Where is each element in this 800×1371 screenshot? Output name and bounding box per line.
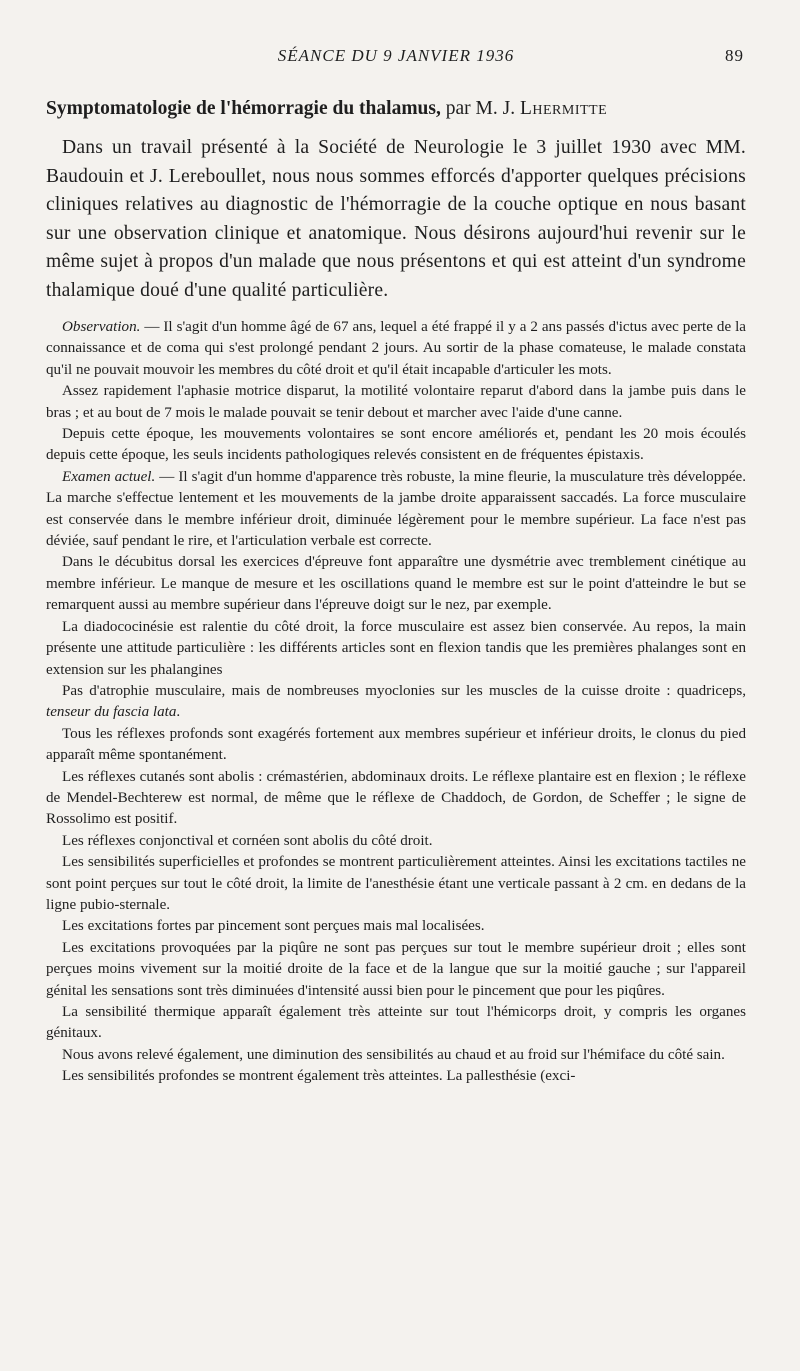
body-paragraph: Depuis cette époque, les mouvements volontaires se sont encore améliorés et, pendant les 20 mois écoulés depuis cette époque, les seuls incidents pathologiques relevés consistent en de fréquentes épistaxis.: [46, 426, 746, 464]
article-body: [46, 317, 746, 1088]
running-header: [46, 40, 746, 70]
body-paragraph: Les excitations provoquées par la piqûre ne sont pas perçues sur tout le membre supérieur droit ; elles sont perçues moins vivement sur la moitié droite de la face et de la langue que sur la moitié gauche ; sur l'appareil génital les sensations sont très diminuées d'intensité aussi bien pour le pincement que pour les piqûres.: [46, 939, 746, 999]
body-paragraph: Nous avons relevé également, une diminution des sensibilités au chaud et au froid sur l'hémiface du côté sain.: [62, 1046, 725, 1063]
italic-term: tenseur du fascia lata: [46, 704, 177, 721]
intro-text: Dans un travail présenté à la Société de Neurologie le 3 juillet 1930 avec MM. Baudouin et J. Lereboullet, nous nous sommes efforcés d'apporter quelques précisions cliniques relatives au diagnostic de l'hémorragie de la couche optique en nous basant sur une observation clinique et anatomique. Nous désirons aujourd'hui revenir sur le même sujet à propos d'un malade que nous présentons et qui est atteint d'un syndrome thalamique doué d'une qualité particulière.: [46, 137, 746, 301]
author-prefix: par M. J.: [445, 98, 516, 119]
document-page: [46, 40, 746, 1088]
body-paragraph: Les excitations fortes par pincement sont perçues mais mal localisées.: [62, 918, 485, 935]
body-paragraph: Les réflexes cutanés sont abolis : crémastérien, abdominaux droits. Le réflexe plantaire est en flexion ; le réflexe de Mendel-Bechterew est normal, de même que le réflexe de Chaddoch, de Gordon, de Scheffer ; le signe de Rossolimo est positif.: [46, 768, 746, 828]
paragraph-text: Pas d'atrophie musculaire, mais de nombreuses myoclonies sur les muscles de la cuisse droite : quadriceps,: [62, 682, 746, 699]
body-paragraph: Tous les réflexes profonds sont exagérés fortement aux membres supérieur et inférieur droits, le clonus du pied apparaît même spontanément.: [46, 725, 746, 764]
paragraph-text: — Il s'agit d'un homme âgé de 67 ans, lequel a été frappé il y a 2 ans passés d'ictus avec perte de la connaissance et de coma qui s'est prolongé pendant 2 jours. Au sortir de la phase comateuse, le malade constata qu'il ne pouvait mouvoir les membres du côté droit et qu'il était incapable d'articuler les mots.: [46, 319, 746, 378]
body-paragraph: Dans le décubitus dorsal les exercices d'épreuve font apparaître une dysmétrie avec tremblement cinétique au membre inférieur. Le manque de mesure et les oscillations quand le membre est sur le point d'atteindre le but se remarquent aussi au membre supérieur dans l'épreuve doigt sur le nez, par exemple.: [46, 554, 746, 614]
section-lead: Observation.: [62, 319, 141, 335]
running-title: SÉANCE DU 9 JANVIER 1936: [277, 46, 515, 65]
body-paragraph: [46, 467, 746, 553]
body-paragraph: Les sensibilités superficielles et profondes se montrent particulièrement atteintes. Ainsi les excitations tactiles ne sont point perçues sur tout le côté droit, la limite de l'anesthésie étant une verticale passant à 2 cm. en dedans de la ligne pubio-sternale.: [46, 854, 746, 913]
intro-paragraph: [46, 134, 746, 305]
body-paragraph: [46, 317, 746, 381]
body-paragraph: Les sensibilités profondes se montrent également très atteintes. La pallesthésie (exci-: [62, 1068, 576, 1085]
body-paragraph: La diadococinésie est ralentie du côté droit, la force musculaire est assez bien conservée. Au repos, la main présente une attitude particulière : les différents articles sont en flexion tandis que les premières phalanges sont en extension sur les phalangines: [46, 618, 746, 678]
article-title: [46, 96, 746, 122]
paragraph-text: — Il s'agit d'un homme d'apparence très robuste, la mine fleurie, la musculature très développée. La marche s'effectue lentement et les mouvements de la jambe droite apparaissent saccadés. La force musculaire est conservée dans le membre inférieur droit, diminuée légèrement pour le membre supérieur. La face n'est pas déviée, sauf pendant le rire, et l'articulation verbale est correcte.: [46, 468, 746, 550]
body-paragraph: Assez rapidement l'aphasie motrice disparut, la motilité volontaire reparut d'abord dans la jambe puis dans le bras ; et au bout de 7 mois le malade pouvait se tenir debout et marcher avec l'aide d'une canne.: [46, 383, 746, 421]
title-text: Symptomatologie de l'hémorragie du thalamus,: [46, 98, 441, 119]
page-number: 89: [725, 46, 744, 65]
body-paragraph: [46, 681, 746, 724]
body-paragraph: Les réflexes conjonctival et cornéen sont abolis du côté droit.: [62, 832, 433, 849]
section-lead: Examen actuel.: [62, 468, 156, 485]
body-paragraph: La sensibilité thermique apparaît également très atteinte sur tout l'hémicorps droit, y compris les organes génitaux.: [46, 1004, 746, 1042]
paragraph-tail: .: [176, 704, 181, 721]
author-name: Lhermitte: [519, 98, 608, 119]
